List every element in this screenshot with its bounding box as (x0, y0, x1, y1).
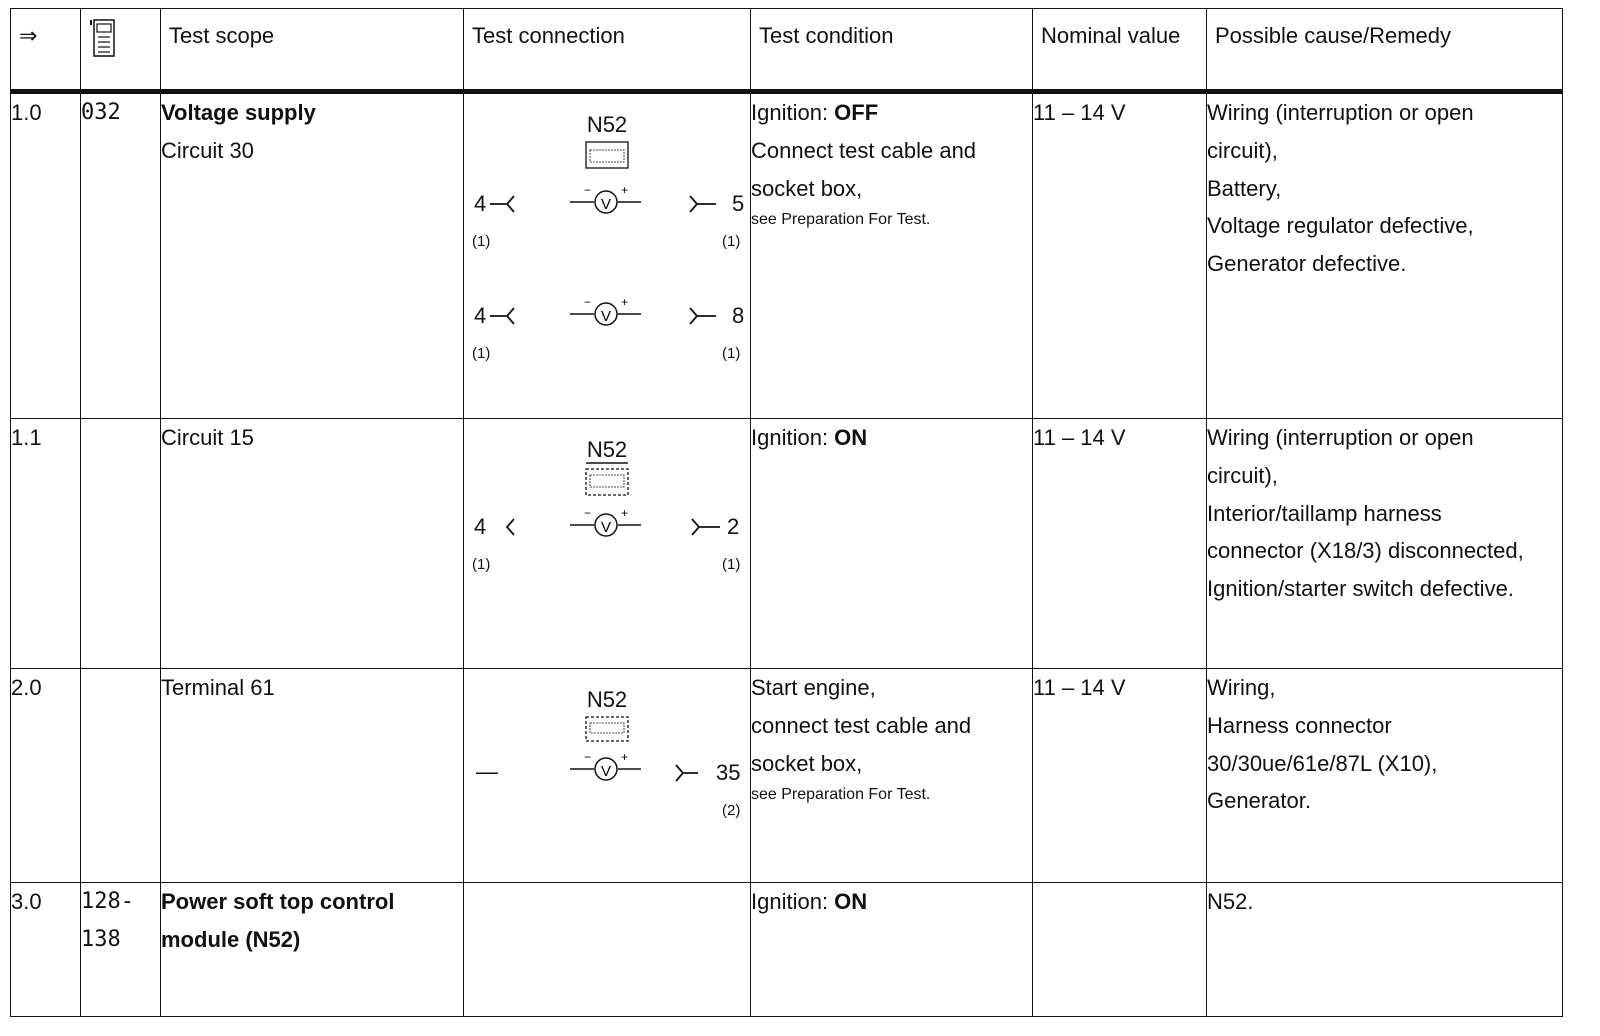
module-icon (586, 717, 628, 741)
row-scope (161, 92, 464, 419)
cause-line: Wiring (interruption or open (1207, 100, 1474, 125)
probe-left-icon (490, 196, 514, 212)
probe-right-icon (676, 765, 698, 781)
cause-line: Voltage regulator defective, (1207, 213, 1474, 239)
pin-right: 35 (716, 760, 741, 785)
cause-line: Wiring (interruption or open (1207, 425, 1474, 450)
svg-text:−: − (584, 750, 592, 764)
pin-left-note: (1) (472, 233, 491, 250)
header-test-scope: Test scope (161, 9, 464, 92)
condition-line: socket box, (751, 750, 863, 776)
pin-left: 4 (474, 191, 487, 216)
row-scope (161, 669, 464, 883)
row-number: 1.0 (11, 92, 81, 419)
pin-left: — (476, 759, 498, 784)
pin-right-note: (1) (722, 345, 741, 362)
row-nominal: 11 – 14 V (1033, 419, 1207, 669)
module-label: N52 (586, 112, 628, 137)
pin-right-note: (1) (722, 233, 741, 250)
voltmeter-icon (570, 295, 641, 325)
condition-line: Connect test cable and (751, 137, 977, 163)
condition-prefix: Ignition: (751, 100, 835, 125)
condition-prefix: Ignition: (751, 425, 835, 450)
row-cause (1207, 419, 1563, 669)
row-nominal: 11 – 14 V (1033, 669, 1207, 883)
header-nominal-value: Nominal value (1033, 9, 1207, 92)
condition-line: connect test cable and (751, 712, 972, 738)
svg-text:V: V (600, 519, 612, 536)
cause-line: Ignition/starter switch defective. (1207, 576, 1514, 602)
row-nominal (1033, 883, 1207, 1017)
row-connection (464, 419, 751, 669)
svg-text:−: − (584, 506, 592, 520)
connection-diagram (464, 419, 751, 669)
pin-right-note: (1) (722, 556, 741, 573)
svg-text:V: V (600, 308, 612, 325)
row-connection (464, 669, 751, 883)
pin-right: 2 (727, 514, 740, 539)
module-icon (586, 469, 628, 495)
row-cause (1207, 883, 1563, 1017)
code-line: 138 (81, 926, 121, 952)
pin-right: 5 (732, 191, 745, 216)
scope-title: module (N52) (161, 926, 301, 952)
header-cause-remedy: Possible cause/Remedy (1207, 9, 1563, 92)
row-condition (751, 883, 1033, 1017)
probe-right-icon (690, 308, 716, 324)
condition-line: Start engine, (751, 675, 876, 700)
header-tester-cell (81, 9, 161, 92)
svg-text:+: + (621, 506, 629, 520)
cause-line: Wiring, (1207, 675, 1276, 700)
probe-left-icon (507, 519, 514, 535)
table-row (11, 419, 1563, 669)
header-arrow: ⇒ (11, 9, 81, 92)
pin-left-note: (1) (472, 556, 491, 573)
pin-right: 8 (732, 303, 745, 328)
scope-title: Voltage supply (161, 100, 316, 125)
row-condition (751, 92, 1033, 419)
row-condition (751, 669, 1033, 883)
row-connection (464, 883, 751, 1017)
diagnostic-table-sheet (10, 8, 1563, 1017)
condition-prefix: Ignition: (751, 889, 835, 914)
svg-text:V: V (600, 196, 612, 213)
svg-text:V: V (600, 763, 612, 780)
row-code (81, 883, 161, 1017)
pin-left: 4 (474, 303, 487, 328)
module-label: N52 (586, 687, 628, 712)
row-number: 3.0 (11, 883, 81, 1017)
row-connection (464, 92, 751, 419)
row-scope (161, 883, 464, 1017)
voltmeter-icon (570, 750, 641, 780)
code-line: 128- (81, 889, 134, 914)
pin-left: 4 (474, 514, 487, 539)
row-code (81, 419, 161, 669)
scope-detail: Circuit 15 (161, 425, 254, 450)
table-row (11, 92, 1563, 419)
svg-text:+: + (621, 295, 629, 309)
svg-text:+: + (621, 750, 629, 764)
module-icon (586, 142, 628, 168)
row-nominal: 11 – 14 V (1033, 92, 1207, 419)
header-test-connection: Test connection (464, 9, 751, 92)
cause-line: Interior/taillamp harness (1207, 500, 1442, 526)
table-header-row (11, 9, 1563, 92)
header-test-condition: Test condition (751, 9, 1033, 92)
row-cause (1207, 669, 1563, 883)
pin-left-note: (1) (472, 345, 491, 362)
module-label: N52 (586, 437, 628, 462)
row-number: 1.1 (11, 419, 81, 669)
svg-text:−: − (584, 183, 592, 197)
probe-right-icon (692, 519, 720, 535)
condition-state: OFF (834, 100, 879, 125)
row-code (81, 669, 161, 883)
row-scope (161, 419, 464, 669)
probe-left-icon (490, 308, 514, 324)
condition-reference: see Preparation For Test. (751, 786, 931, 804)
svg-text:+: + (621, 183, 629, 197)
scope-detail: Circuit 30 (161, 137, 254, 163)
table-row (11, 883, 1563, 1017)
row-number: 2.0 (11, 669, 81, 883)
row-condition (751, 419, 1033, 669)
row-cause (1207, 92, 1563, 419)
probe-right-icon (690, 196, 716, 212)
cause-line: Generator defective. (1207, 251, 1407, 277)
cause-line: circuit), (1207, 137, 1278, 163)
cause-line: Harness connector (1207, 712, 1392, 738)
svg-text:−: − (584, 295, 592, 309)
cause-line: 30/30ue/61e/87L (X10), (1207, 750, 1438, 776)
tester-device-icon (89, 17, 119, 59)
condition-ignition (751, 94, 1032, 132)
condition-ignition (751, 883, 1032, 921)
condition-ignition (751, 419, 1032, 457)
scope-title: Power soft top control (161, 889, 395, 914)
pin-right-note: (2) (722, 802, 741, 819)
diagnostic-table (10, 8, 1563, 1017)
cause-line: connector (X18/3) disconnected, (1207, 538, 1524, 564)
scope-detail: Terminal 61 (161, 675, 275, 700)
table-row (11, 669, 1563, 883)
cause-line: N52. (1207, 889, 1254, 914)
cause-line: Generator. (1207, 788, 1311, 814)
voltmeter-icon (570, 183, 641, 213)
condition-state: ON (834, 889, 868, 914)
connection-diagram (464, 94, 751, 421)
cause-line: circuit), (1207, 462, 1278, 488)
condition-line: socket box, (751, 175, 863, 201)
condition-state: ON (834, 425, 868, 450)
condition-reference: see Preparation For Test. (751, 211, 931, 229)
voltmeter-icon (570, 506, 641, 536)
cause-line: Battery, (1207, 175, 1282, 201)
connection-diagram (464, 669, 751, 883)
row-code: 032 (81, 92, 161, 419)
